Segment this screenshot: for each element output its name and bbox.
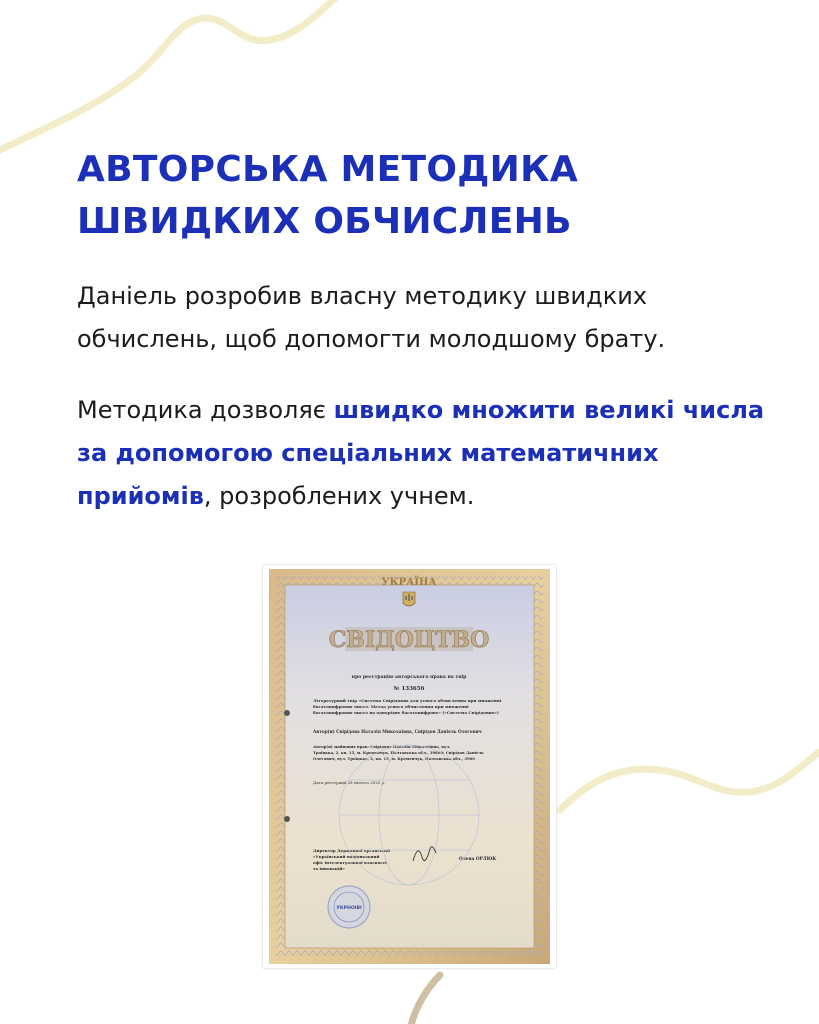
title-line-2: ШВИДКИХ ОБЧИСЛЕНЬ (77, 201, 572, 242)
certificate-image (263, 565, 556, 968)
cert-signer-name: Олена ОРЛЮК (459, 857, 497, 862)
binder-hole-top (284, 710, 290, 716)
cert-country: УКРАЇНА (381, 577, 437, 588)
right-wave-line (560, 745, 819, 810)
method-lead: Методика дозволяє (77, 396, 334, 424)
official-stamp (328, 886, 370, 928)
top-wave-line (0, 0, 345, 155)
title-line-1: АВТОРСЬКА МЕТОДИКА (77, 149, 578, 190)
cert-body-line-3: багатоцифрових чисел на однорідне багатоцифрове» («Система Свірідових») (313, 710, 499, 715)
cert-body-line-1: Літературний твір «Система Свірідових для усного обчислення при множенні (313, 698, 502, 703)
cert-number: № 133656 (393, 686, 425, 692)
intro-line-2: обчислень, щоб допомогти молодшому брату. (77, 325, 666, 353)
cert-subtitle: про реєстрацію авторського права на твір (351, 675, 467, 680)
intro-paragraph (77, 275, 777, 361)
cert-owners-line-1: Автор(и) майнових прав: Свірідова Наталія Миколаївна, вул. (313, 744, 451, 749)
binder-hole-bottom (284, 816, 290, 822)
stamp-text: УКРНОІВІ (336, 906, 362, 911)
certificate-document (263, 565, 556, 968)
method-paragraph (77, 389, 777, 518)
cert-body-line-2: багатоцифрових чисел. Метод усного обчислення при множенні (313, 704, 469, 709)
bottom-wave-line (410, 975, 440, 1024)
page-title (77, 144, 578, 248)
cert-title: СВІДОЦТВО (328, 627, 490, 653)
cert-owners-line-2: Троїцька, 2, кв. 15, м. Кременчук, Полтавська обл., 39600; Свірідов Даніель (313, 750, 484, 755)
cert-signer-title-4: та інновацій» (313, 866, 345, 871)
cert-date: Дата реєстрації 28 лютого 2025 р. (313, 780, 386, 785)
cert-signer-title-3: офіс інтелектуальної власності (313, 860, 387, 865)
cert-signer-title-1: Директор Державної організації (313, 848, 390, 853)
intro-line-1: Даніель розробив власну методику швидких (77, 282, 648, 310)
method-highlight: швидко множити великі числа за допомогою спеціальних математичних прийомів (77, 396, 765, 510)
trident-icon (403, 592, 415, 606)
cert-owners-line-3: Олегович, вул. Троїцька, 2, кв. 15, м. Кременчук, Полтавська обл., 3960 (313, 756, 475, 761)
cert-authors: Автор(и) Свірідова Наталія Миколаївна, Свірідов Даніель Олегович (313, 729, 482, 734)
method-tail: , розроблених учнем. (203, 482, 475, 510)
cert-signer-title-2: «Український національний (313, 854, 380, 859)
